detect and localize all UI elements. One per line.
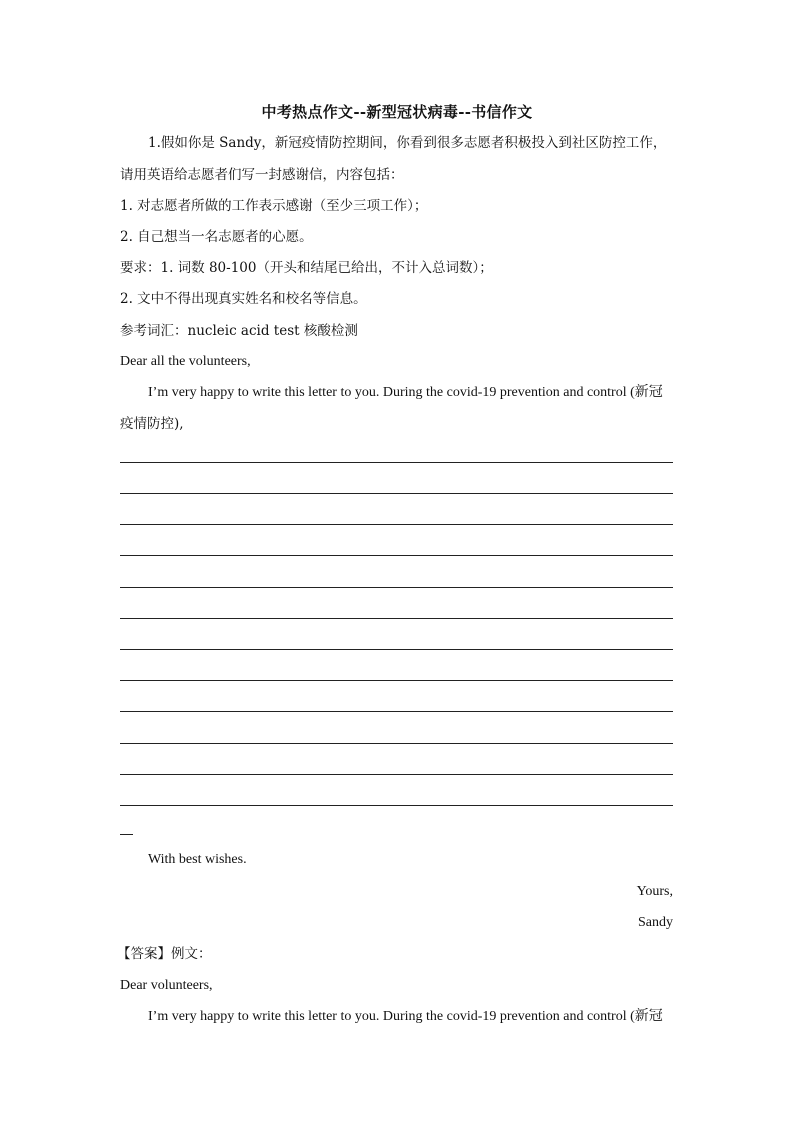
letter-opening-line-1: I’m very happy to write this letter to you. During the covid-19 prevention and control (新冠 (148, 385, 663, 400)
task-line-2: 请用英语给志愿者们写一封感谢信，内容包括： (120, 167, 404, 183)
short-writing-line (120, 834, 133, 835)
reference-vocabulary: 参考词汇：nucleic acid test 核酸检测 (120, 323, 358, 339)
writing-line (120, 649, 673, 650)
answer-greeting: Dear volunteers, (120, 978, 213, 993)
requirement-2: 2. 文中不得出现真实姓名和校名等信息。 (120, 291, 367, 307)
writing-line (120, 462, 673, 463)
writing-line (120, 493, 673, 494)
writing-line (120, 618, 673, 619)
letter-greeting: Dear all the volunteers, (120, 354, 251, 369)
task-line-1: 1.假如你是 Sandy，新冠疫情防控期间，你看到很多志愿者积极投入到社区防控工作， (148, 135, 667, 151)
letter-yours: Yours, (636, 884, 673, 899)
writing-line (120, 743, 673, 744)
task-item-2: 2. 自己想当一名志愿者的心愿。 (120, 229, 313, 245)
writing-line (120, 680, 673, 681)
writing-line (120, 555, 673, 556)
writing-line (120, 711, 673, 712)
writing-line (120, 587, 673, 588)
writing-line (120, 805, 673, 806)
letter-opening-line-2: 疫情防控), (120, 416, 184, 432)
letter-signature: Sandy (638, 915, 673, 930)
task-item-1: 1. 对志愿者所做的工作表示感谢（至少三项工作）； (120, 198, 428, 214)
writing-line (120, 774, 673, 775)
page-title: 中考热点作文--新型冠状病毒--书信作文 (261, 103, 533, 121)
answer-label: 【答案】例文： (117, 946, 212, 962)
requirement-1: 要求：1. 词数 80-100（开头和结尾已给出，不计入总词数）； (120, 260, 493, 276)
answer-line-1: I’m very happy to write this letter to you. During the covid-19 prevention and control (新冠 (148, 1009, 663, 1024)
letter-closing: With best wishes. (148, 852, 247, 867)
writing-line (120, 524, 673, 525)
